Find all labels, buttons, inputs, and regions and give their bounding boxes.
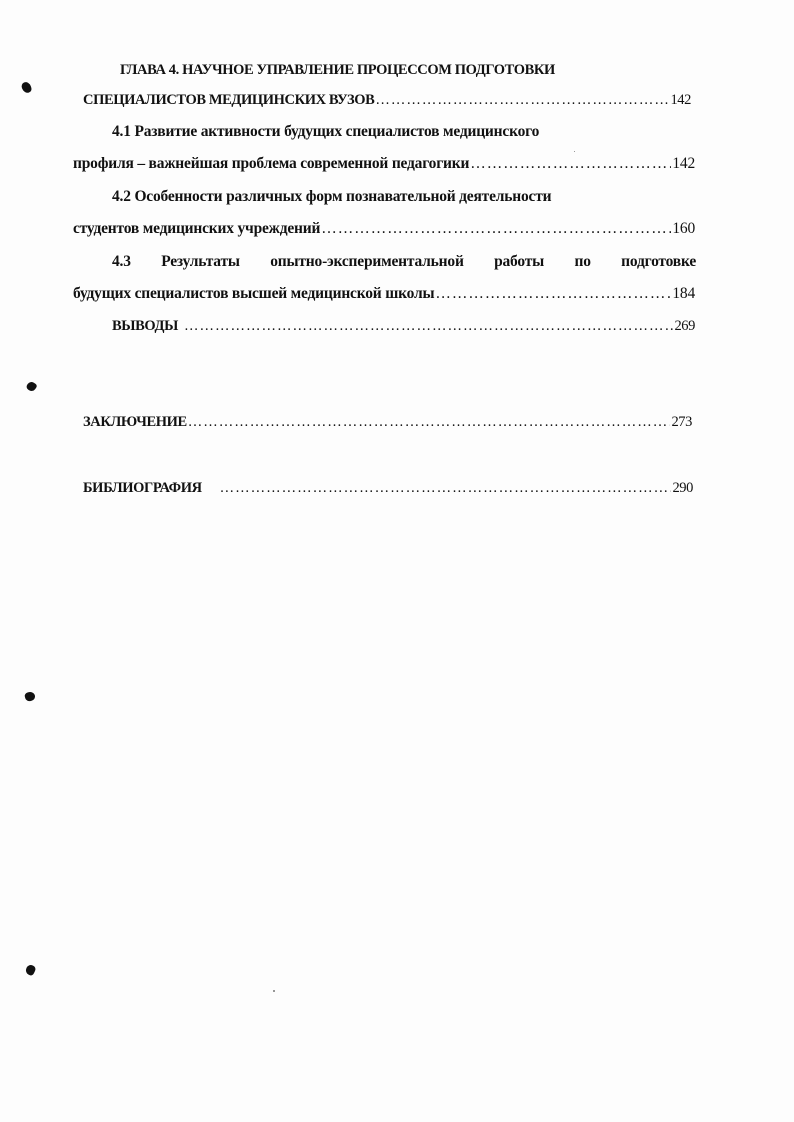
section-4-3-line1 <box>112 252 696 272</box>
page-number: 184 <box>672 285 695 302</box>
leader-dots <box>470 154 671 174</box>
word: по <box>574 253 591 270</box>
bibliography-label: БИБЛИОГРАФИЯ <box>83 480 202 496</box>
page-number: 290 <box>672 480 693 496</box>
leader-dots <box>321 219 671 239</box>
word: Результаты <box>161 253 240 270</box>
section-4-2-line1: 4.2 Особенности различных форм познавательной деятельности <box>112 188 552 205</box>
scan-mark <box>24 691 36 702</box>
scan-mark <box>25 380 38 393</box>
section-4-2-text: студентов медицинских учреждений <box>73 220 321 237</box>
conclusions-entry <box>112 316 695 336</box>
section-4-2-line2 <box>73 219 695 239</box>
scan-mark <box>20 81 32 94</box>
word: подготовке <box>621 253 696 270</box>
page-number: 269 <box>674 318 695 334</box>
scan-speck <box>574 151 575 152</box>
page-number: 273 <box>671 414 692 430</box>
page-number: 142 <box>670 92 691 108</box>
chapter-4-title-line2 <box>83 90 691 110</box>
summary-label: ЗАКЛЮЧЕНИЕ <box>83 414 187 430</box>
section-4-1-text: профиля – важнейшая проблема современной педагогики <box>73 155 470 172</box>
chapter-4-title-text: СПЕЦИАЛИСТОВ МЕДИЦИНСКИХ ВУЗОВ <box>83 92 375 108</box>
word: опытно-экспериментальной <box>270 253 464 270</box>
section-4-3-line2 <box>73 284 695 304</box>
page-number: 142 <box>672 155 695 172</box>
word: 4.3 <box>112 253 131 270</box>
bibliography-entry <box>83 478 693 498</box>
leader-dots <box>375 90 669 110</box>
chapter-4-title-line1: ГЛАВА 4. НАУЧНОЕ УПРАВЛЕНИЕ ПРОЦЕССОМ ПОДГОТОВКИ <box>120 62 555 78</box>
leader-dots <box>188 412 671 432</box>
scan-mark <box>24 964 36 977</box>
section-4-1-line2 <box>73 154 695 174</box>
leader-dots <box>435 284 671 304</box>
scan-speck <box>273 990 275 992</box>
page-number: 160 <box>672 220 695 237</box>
leader-dots <box>184 316 673 336</box>
section-4-1-line1: 4.1 Развитие активности будущих специалистов медицинского <box>112 123 540 140</box>
section-4-3-text: будущих специалистов высшей медицинской школы <box>73 285 435 302</box>
conclusions-label: ВЫВОДЫ <box>112 318 178 334</box>
summary-entry <box>83 412 692 432</box>
word: работы <box>494 253 545 270</box>
leader-dots <box>220 478 672 498</box>
